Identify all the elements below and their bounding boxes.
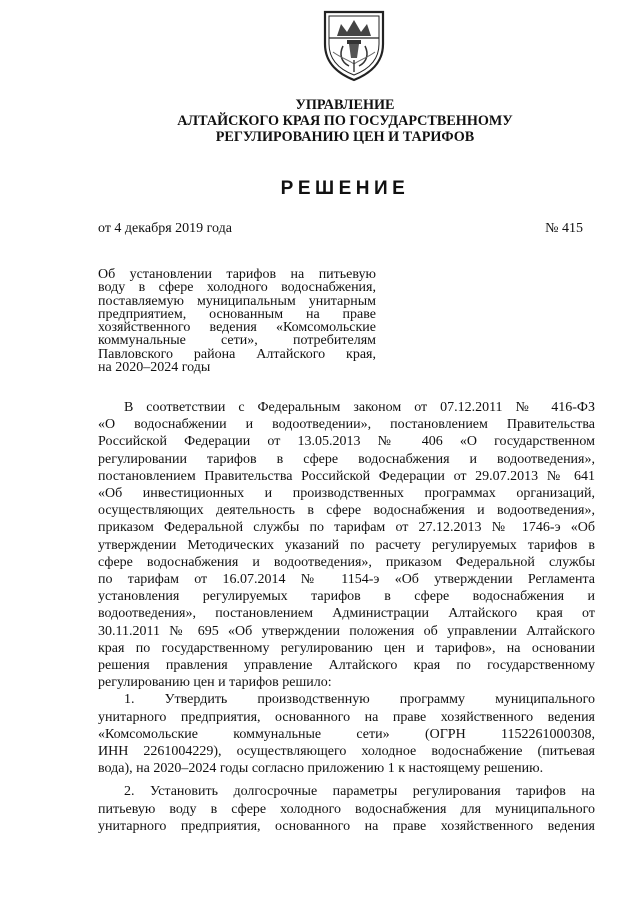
body-line: регулировании тарифов в сфере водоснабжения и водоотведения», xyxy=(98,451,595,467)
body-line: осуществляющих деятельность в сфере водоснабжения и водоотведения», xyxy=(98,503,595,519)
subject-line: хозяйственного ведения «Комсомольские xyxy=(98,320,376,336)
body-line: установления регулируемых тарифов в сфере водоснабжения и xyxy=(98,589,595,605)
body-line: утверждении Методических указаний по расчету регулируемых тарифов в xyxy=(98,537,595,553)
body-line: 1. Утвердить производственную программу муниципального xyxy=(124,692,595,708)
body-line: 2. Установить долгосрочные параметры регулирования тарифов на xyxy=(124,784,595,800)
body-line: В соответствии с Федеральным законом от 07.12.2011 № 416-ФЗ xyxy=(124,400,595,415)
body-line: унитарного предприятия, основанного на праве хозяйственного ведения xyxy=(98,709,595,725)
subject-line: Павловского района Алтайского края, xyxy=(98,346,376,362)
document-number: № 415 xyxy=(545,221,583,236)
body-line: решения правления управление Алтайского края по государственному xyxy=(98,658,595,674)
body-line: Российской Федерации от 13.05.2013 № 406 «О государственном xyxy=(98,434,595,450)
agency-line: УПРАВЛЕНИЕ xyxy=(295,97,395,113)
body-line: приказом Федеральной службы по тарифам от 27.12.2013 № 1746-э «Об xyxy=(98,520,595,536)
subject-line: на 2020–2024 годы xyxy=(98,360,211,376)
subject-line: коммунальные сети», потребителям xyxy=(98,333,376,349)
body-line: вода), на 2020–2024 годы согласно приложению 1 к настоящему решению. xyxy=(98,761,544,777)
agency-line: РЕГУЛИРОВАНИЮ ЦЕН И ТАРИФОВ xyxy=(215,129,475,145)
document-date: от 4 декабря 2019 года xyxy=(98,221,232,236)
body-line: края по государственному регулированию цен и тарифов», на основании xyxy=(98,640,595,656)
body-line: ИНН 2261004229), осуществляющего холодное водоснабжение (питьевая xyxy=(98,744,595,760)
subject-line: поставляемую муниципальным унитарным xyxy=(98,293,376,309)
document-body xyxy=(98,399,595,835)
body-line: по тарифам от 16.07.2014 № 1154-э «Об утверждении Регламента xyxy=(98,572,595,588)
body-line: «Комсомольские коммунальные сети» (ОГРН 1152261000308, xyxy=(98,726,595,742)
agency-line: АЛТАЙСКОГО КРАЯ ПО ГОСУДАРСТВЕННОМУ xyxy=(177,113,513,129)
subject-line: воду в сфере холодного водоснабжения, xyxy=(98,280,376,296)
body-line: постановлением Правительства Российской Федерации от 29.07.2013 № 641 xyxy=(98,468,595,484)
agency-name xyxy=(100,97,590,145)
body-line: водоотведения», постановлением Администрации Алтайского края от xyxy=(98,606,595,622)
body-line: регулированию цен и тарифов решило: xyxy=(98,675,332,691)
subject-line: Об установлении тарифов на питьевую xyxy=(98,267,376,282)
body-line: «О водоснабжении и водоотведении», постановлением Правительства xyxy=(98,417,595,433)
body-line: 30.11.2011 № 695 «Об утверждении положения об управлении Алтайского xyxy=(98,623,595,639)
document-subject xyxy=(98,268,376,374)
body-line: сфере водоснабжения и водоотведения», приказом Федеральной службы xyxy=(98,554,595,570)
altai-krai-coat-of-arms-icon xyxy=(319,8,389,82)
body-line: «Об инвестиционных и производственных программах организаций, xyxy=(98,486,595,502)
document-type-title: РЕШЕНИЕ xyxy=(280,178,410,199)
subject-line: предприятием, основанным на праве xyxy=(98,306,376,322)
body-line: питьевую воду в сфере холодного водоснабжения для муниципального xyxy=(98,801,595,817)
body-line: унитарного предприятия, основанного на праве хозяйственного ведения xyxy=(98,818,595,834)
